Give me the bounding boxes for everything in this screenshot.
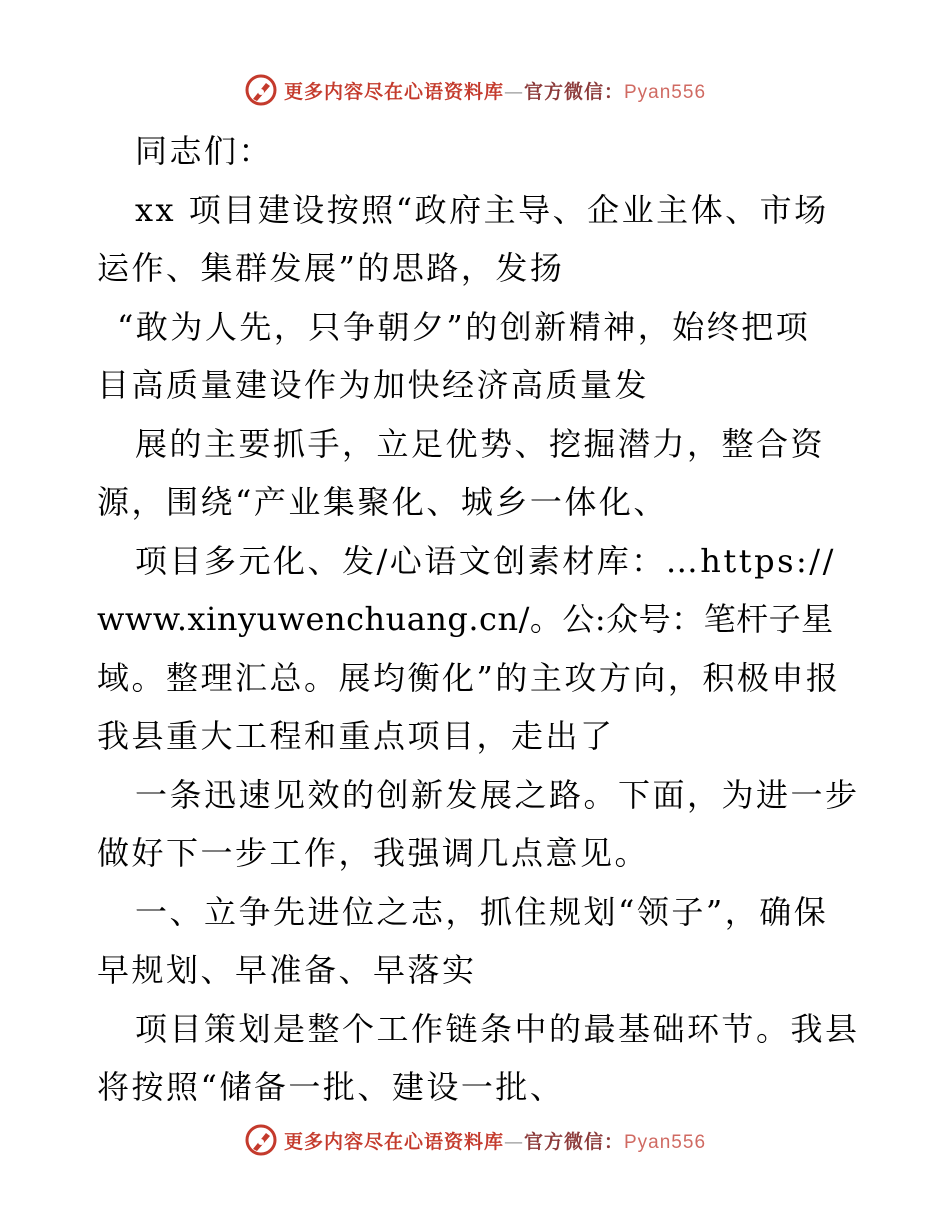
body-line: 源，围绕“产业集聚化、城乡一体化、 — [97, 483, 668, 521]
body-line: 运作、集群发展”的思路，发扬 — [97, 249, 565, 287]
body-line: 展的主要抓手，立足优势、挖掘潜力，整合资 — [135, 424, 826, 463]
header-watermark-content — [244, 73, 706, 107]
pen-circle-logo-icon — [244, 73, 278, 107]
pen-circle-logo-icon — [244, 1123, 278, 1157]
watermark-separator: — — [503, 1130, 524, 1153]
body-line: 项目策划是整个工作链条中的最基础环节。我县 — [135, 1009, 860, 1048]
body-line: 早规划、早准备、早落实 — [97, 951, 477, 989]
header-watermark-banner — [0, 70, 950, 110]
document-body — [97, 122, 860, 1117]
body-line: 一条迅速见效的创新发展之路。下面，为进一步 — [135, 775, 860, 814]
body-line: 域。整理汇总。展均衡化”的主攻方向，积极申报 — [97, 658, 841, 697]
body-line: “敢为人先，只争朝夕”的创新精神，始终把项 — [117, 307, 811, 346]
watermark-main-text: 更多内容尽在心语资料库 — [283, 80, 504, 103]
footer-watermark-banner — [0, 1120, 950, 1160]
watermark-wechat-label: 官方微信： — [523, 80, 624, 103]
body-line: 将按照“储备一批、建设一批、 — [97, 1068, 565, 1106]
body-line: 同志们： — [135, 132, 274, 170]
body-line: 我县重大工程和重点项目，走出了 — [97, 717, 615, 755]
watermark-wechat-label: 官方微信： — [523, 1130, 624, 1153]
body-line: 目高质量建设作为加快经济高质量发 — [97, 366, 650, 404]
body-line: 一、立争先进位之志，抓住规划“领子”，确保 — [135, 892, 829, 931]
watermark-text — [284, 77, 706, 104]
watermark-text — [284, 1127, 706, 1154]
body-line: 做好下一步工作，我强调几点意见。 — [97, 834, 650, 872]
body-line: xx 项目建设按照“政府主导、企业主体、市场 — [135, 190, 829, 229]
watermark-wechat-id: Pyan556 — [624, 1131, 707, 1153]
body-line: www.xinyuwenchuang.cn/。公:众号：笔杆子星 — [97, 600, 834, 638]
watermark-main-text: 更多内容尽在心语资料库 — [283, 1130, 504, 1153]
body-line: 项目多元化、发/心语文创素材库：…https:// — [135, 541, 836, 580]
watermark-separator: — — [503, 80, 524, 103]
footer-watermark-content — [244, 1123, 706, 1157]
watermark-wechat-id: Pyan556 — [624, 81, 707, 103]
